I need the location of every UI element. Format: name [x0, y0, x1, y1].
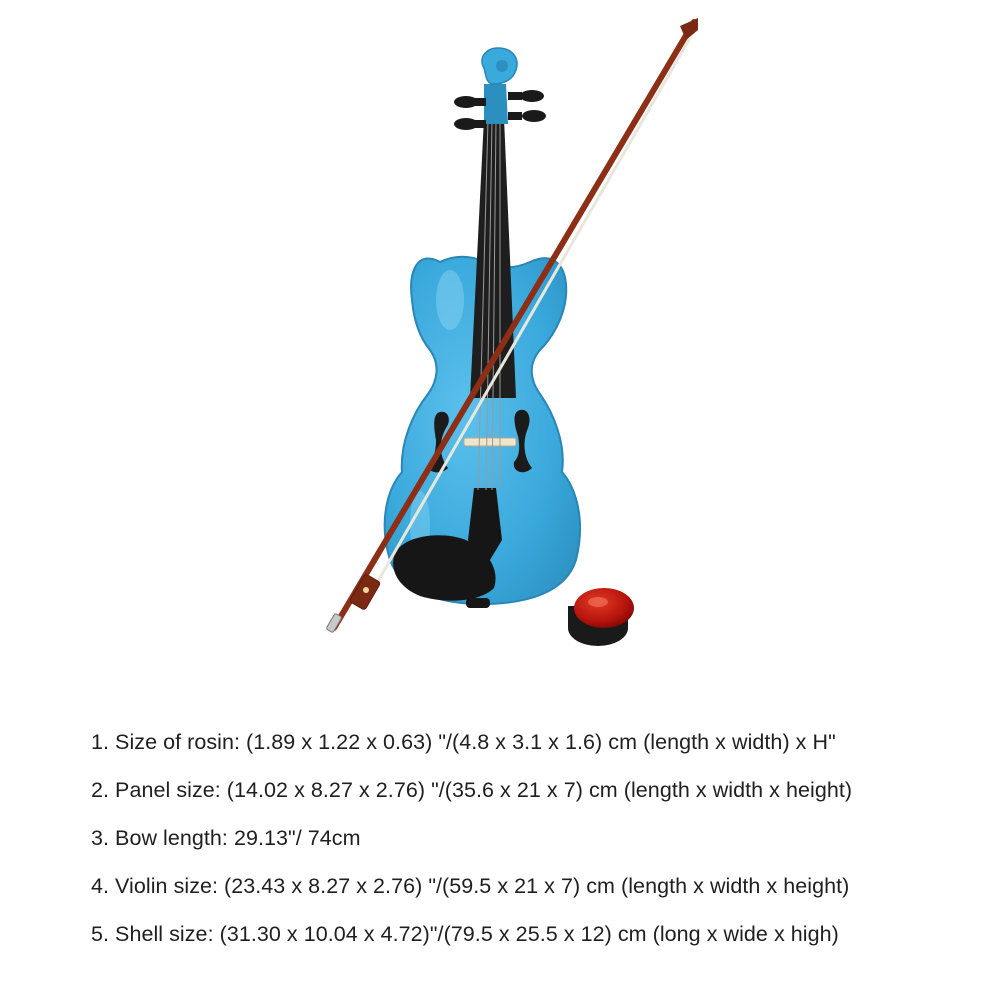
end-button: [466, 598, 490, 608]
spec-bow-length: 3. Bow length: 29.13"/ 74cm: [91, 826, 361, 850]
spec-list: [91, 718, 852, 958]
spec-violin-size: 4. Violin size: (23.43 x 8.27 x 2.76) "/(59.5 x 21 x 7) cm (length x width x height): [91, 874, 850, 898]
spec-rosin-size: 1. Size of rosin: (1.89 x 1.22 x 0.63) "/(4.8 x 3.1 x 1.6) cm (length x width) x H": [91, 730, 836, 754]
scroll-curl: [496, 60, 508, 72]
spec-panel-size: 2. Panel size: (14.02 x 8.27 x 2.76) "/(35.6 x 21 x 7) cm (length x width x height): [91, 778, 853, 802]
frog-eye: [363, 587, 369, 593]
rosin-case: [568, 588, 634, 646]
spec-shell-size: 5. Shell size: (31.30 x 10.04 x 4.72)"/(79.5 x 25.5 x 12) cm (long x wide x high): [91, 922, 839, 946]
violin: [385, 48, 580, 608]
body-highlight: [436, 270, 464, 330]
rosin-top: [574, 588, 634, 628]
pegbox: [484, 84, 508, 124]
bridge: [464, 438, 516, 446]
rosin-highlight: [588, 597, 608, 607]
